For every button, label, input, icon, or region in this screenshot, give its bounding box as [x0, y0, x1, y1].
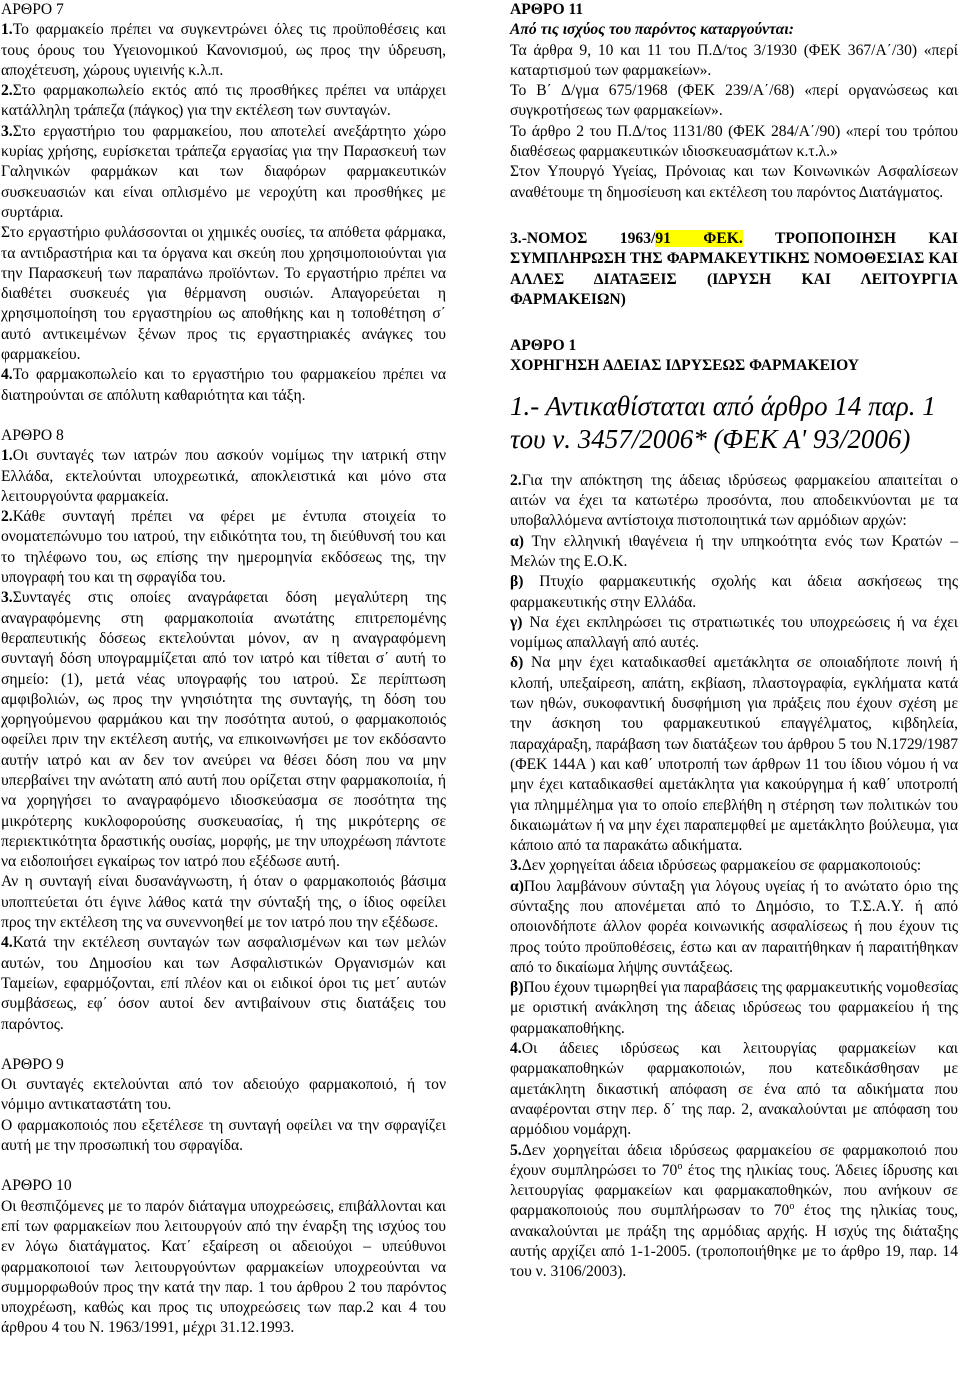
para-text: Κατά την εκτέλεση συνταγών των ασφαλισμένων και των μελών αυτών, του Δημοσίου και των Ασφαλιστικών Οργανισμών και Ταμείων, εφαρμόζονται, επί πλέον και οι ειδικοί όροι τις μετ΄ αυτών συμβάσεως, εφ΄ όσον αυτοί δεν αντιβαίνουν στις διατάξεις του παρόντος.: [1, 934, 446, 1033]
para-number: 2.: [1, 82, 13, 100]
law-title-rest: ΤΡΟΠΟΠΟΙΗΣΗ ΚΑΙ ΣΥΜΠΛΗΡΩΣΗ ΤΗΣ ΦΑΡΜΑΚΕΥΤΙΚΗΣ ΝΟΜΟΘΕΣΙΑΣ ΚΑΙ ΑΛΛΕΣ ΔΙΑΤΑΞΕΙΣ (ΙΔΡΥΣΗ ΚΑΙ ΛΕΙΤΟΥΡΓΙΑ ΦΑΡΜΑΚΕΙΩΝ): [510, 229, 958, 308]
article-1: [510, 336, 958, 1282]
article-11-subheading: Από τις ισχύος του παρόντος καταργούνται:: [510, 21, 794, 39]
article-8-para-3b: Αν η συνταγή είναι δυσανάγνωστη, ή όταν ο φαρμακοποιός βάσιμα υποπτεύεται ότι έγινε λάθος κατά την σύνταξή της, ο ίδιος οφείλει προς την εκτέλεση της να συνεννοηθεί με τον ιατρό που την εξέδωσε.: [1, 873, 446, 932]
item-label: β): [510, 979, 524, 997]
law-title: [510, 229, 958, 310]
article-11: [510, 0, 958, 203]
article-1-item-c: [510, 613, 958, 654]
article-1-subheading: ΧΟΡΗΓΗΣΗ ΑΔΕΙΑΣ ΙΔΡΥΣΕΩΣ ΦΑΡΜΑΚΕΙΟΥ: [510, 357, 860, 375]
article-11-para-3: Το άρθρο 2 του Π.Δ/τος 1131/80 (ΦΕΚ 284/Α΄/90) «περί του τρόπου διαθέσεως φαρμακευτικών ιδιοσκευασμάτων κ.τ.λ.»: [510, 122, 958, 161]
article-10-heading: ΑΡΘΡΟ 10: [1, 1177, 72, 1195]
item-text: Που έχουν τιμωρηθεί για παραβάσεις της φαρμακευτικής νομοθεσίας με οριστική ανάκληση της άδειας ιδρύσεως του φαρμακείου ή της φαρμακαποθήκης.: [510, 979, 958, 1037]
article-1-para-4: [510, 1039, 958, 1140]
article-7-para-4: [1, 365, 446, 406]
article-1-item-b: [510, 572, 958, 613]
para-text: Οι συνταγές των ιατρών που ασκούν νομίμως την ιατρική στην Ελλάδα, εκτελούνται υποχρεωτικά, αποκλειστικά και μόνο στα λειτουργούντα φαρμακεία.: [1, 447, 446, 505]
para-number: 3.: [1, 122, 13, 140]
item-text: Να έχει εκπληρώσει τις στρατιωτικές του υποχρεώσεις ή να έχει νομίμως απαλλαγή από αυτές.: [510, 613, 958, 652]
para-number: 4.: [510, 1040, 522, 1058]
para-number: 3.: [510, 857, 522, 875]
article-1-para-5: [510, 1141, 958, 1283]
para-text: Οι άδειες ιδρύσεως και λειτουργίας φαρμακείων και φαρμακαποθηκών φαρμακοποιών, που κατεδικάσθησαν με αμετάκλητη δικαστική απόφαση σε ένα από τα αδικήματα που αναφέρονται στην περ. δ΄ της παρ. 2, ανακαλούνται με απόφαση του αρμόδιου νομάρχη.: [510, 1040, 958, 1139]
article-11-para-2: Το Β΄ Δ/γμα 675/1968 (ΦΕΚ 239/Α΄/68) «περί οργανώσεως και συγκροτήσεως των φαρμακείων».: [510, 82, 958, 120]
article-7: [1, 0, 446, 406]
para-number: 4.: [1, 934, 13, 952]
article-1-para-2: [510, 471, 958, 532]
item-label: δ): [510, 654, 524, 672]
article-1-item-a: [510, 532, 958, 573]
article-9-para-2: Ο φαρμακοποιός που εξετέλεσε τη συνταγή οφείλει να την σφραγίζει αυτή με την προσωπική του σφραγίδα.: [1, 1116, 446, 1155]
item-text: Που λαμβάνουν σύνταξη για λόγους υγείας ή το ανώτατο όριο της σύνταξης που απονέμεται από το Δημόσιο, το Τ.Σ.Α.Υ. ή από οποιονδήποτε άλλον φορέα κοινωνικής ασφαλίσεως ή που έχουν τις προς τούτο προϋποθέσεις, έστω και αν παραιτήθηκαν ή παραιτήθηκαν από το δικαίωμα λήψης συντάξεως.: [510, 877, 958, 976]
para-number: 2.: [510, 471, 522, 489]
article-8-para-4: [1, 933, 446, 1034]
article-9-para-1: Οι συνταγές εκτελούνται από τον αδειούχο φαρμακοποιό, ή τον νόμιμο αντικαταστάτη του.: [1, 1076, 446, 1114]
article-8-para-2: [1, 507, 446, 588]
law-title-highlight: 91 ΦΕΚ.: [655, 229, 743, 247]
para-text: Κάθε συνταγή πρέπει να φέρει με έντυπα στοιχεία το ονοματεπώνυμο του ιατρού, την ειδικότητα του, τη διεύθυνσή του και το τηλέφωνο του, ως επίσης την ημερομηνία εκδόσεως της, την υπογραφή του και τη σφραγίδα του.: [1, 508, 446, 587]
article-1-replacement-note: 1.- Αντικαθίσταται από άρθρο 14 παρ. 1 του ν. 3457/2006* (ΦΕΚ Α' 93/2006): [510, 390, 936, 454]
item-label: α): [510, 532, 524, 550]
item-text: Να μην έχει καταδικασθεί αμετάκλητα σε οποιαδήποτε ποινή ή κλοπή, υπεξαίρεση, απάτη, εκβίαση, πλαστογραφία, εγκλήματα κατά των ηθών, συκοφαντική δυσφήμιση για πράξεις που έχουν σχέση με την άσκηση του φαρμακευτικού επαγγέλματος, κιβδηλεία, παραχάραξη, παράβαση των διατάξεων του άρθρου 5 του Ν.1729/1987 (ΦΕΚ 144Α ) και καθ΄ υποτροπή των άρθρων 11 του ίδιου νόμου ή να μην έχει καταδικασθεί αμετάκλητα για κακούργημα ή καθ΄ υποτροπή για πλημμέλημα για το οποίο επεβλήθη η στέρηση των πολιτικών του δικαιωμάτων ή να μην έχει παραπεμφθεί με αμετάκλητο βούλευμα, για κάποιο από τα παρακάτω αδικήματα.: [510, 654, 958, 855]
article-10: [1, 1176, 446, 1338]
article-7-para-2: [1, 81, 446, 122]
para-text: έτος της ηλικίας τους. Άδειες ίδρυσης και λειτουργίας φαρμακείων και φαρμακαποθηκών, που ανήκουν σε φαρμακοποιούς που συμπλήρωσαν το 70: [510, 1161, 958, 1220]
article-8: [1, 426, 446, 1035]
ordinal-superscript: ο: [789, 1201, 795, 1213]
para-number: 3.: [1, 589, 13, 607]
para-text: έτος της ηλικίας τους, ανακαλούνται με πράξη της αρμόδιας αρχής. Η ισχύς της διάταξης αυτής αρχίζει από 1-1-2005. (τροποποιήθηκε με το άρθρο 19, παρ. 14 του ν. 3106/2003).: [510, 1202, 958, 1281]
item-label: β): [510, 573, 524, 591]
para-text: Στο εργαστήριο του φαρμακείου, που αποτελεί ανεξάρτητο χώρο κυρίας χρήσης, ευρίσκεται τράπεζα εργασίας για την Παρασκευή των Γαληνικών φαρμάκων και των διαφόρων φαρμακευτικών συσκευασιών και είναι οπλισμένο με νεροχύτη και προσθήκες με συρτάρια.: [1, 122, 446, 221]
para-text: Το φαρμακοπωλείο και το εργαστήριο του φαρμακείου πρέπει να διατηρούνται σε απόλυτη καθαριότητα και τάξη.: [1, 366, 446, 404]
article-8-heading: ΑΡΘΡΟ 8: [1, 426, 64, 444]
item-text: Πτυχίο φαρμακευτικής σχολής και άδεια ασκήσεως της φαρμακευτικής στην Ελλάδα.: [510, 573, 958, 611]
law-1963-title: [510, 229, 958, 310]
article-11-para-4: Στον Υπουργό Υγείας, Πρόνοιας και των Κοινωνικών Ασφαλίσεων αναθέτουμε τη δημοσίευση και εκτέλεση του παρόντος Διατάγματος.: [510, 163, 958, 201]
item-label: α): [510, 877, 524, 895]
article-1-heading: ΑΡΘΡΟ 1: [510, 337, 577, 355]
article-11-heading: ΑΡΘΡΟ 11: [510, 1, 584, 18]
article-11-para-1: Τα άρθρα 9, 10 και 11 του Π.Δ/τος 3/1930 (ΦΕΚ 367/Α΄/30) «περί καταρτισμού των φαρμακείων».: [510, 41, 958, 79]
article-9-heading: ΑΡΘΡΟ 9: [1, 1055, 64, 1073]
article-7-para-1: [1, 20, 446, 81]
para-number: 1.: [1, 21, 13, 39]
item-text: Την ελληνική ιθαγένεια ή την υπηκοότητα ενός των Κρατών – Μελών της Ε.Ο.Κ.: [510, 532, 958, 570]
para-text: Δεν χορηγείται άδεια ιδρύσεως φαρμακείου σε φαρμακοποιό που έχουν συμπληρώσει το 70: [510, 1141, 958, 1179]
para-text: Στο φαρμακοπωλείο εκτός από τις προσθήκες πρέπει να υπάρχει κατάλληλη τράπεζα (πάγκος) για την εκτέλεση των συνταγών.: [1, 82, 446, 120]
para-text: Συνταγές στις οποίες αναγράφεται δόση μεγαλύτερη της αναγραφόμενης στη φαρμακοποιία ανωτάτης επιτρεπομένης θεραπευτικής δόσεως εκτελούνται μόνον, αν η αναγραφόμενη συνταγή δόση υπογραμμίζεται από τον ιατρό και τίθεται σ΄ αυτή το σημείο: (1), μετά νέας υπογραφής του ιατρού. Σε περίπτωση αμφιβολιών, ως προς την γνησιότητα της συνταγής, τη δόση του χορηγούμενου φαρμάκου και την ποσότητα αυτού, ο φαρμακοποιός οφείλει πριν την εκτέλεση αυτής, να επικοινωνήσει με τον εκδόσαντο αυτήν ιατρό και αν δεν τον ανεύρει να θέσει δόση που να μην υπερβαίνει την ανώτατη από αυτή που ορίζεται στην φαρμακοποιία, ή να χορηγήσει το αναγραφόμενο ιδιοσκεύασμα σε ποσότητα της μικρότερης κυκλοφορούσης συσκευασίας, ή της μικρότερης σε περιεκτικότητα δραστικής ουσίας, μορφής, με την υποχρέωση πάντοτε να ειδοποιήσει εγκαίρως τον ιατρό που εξέδωσε αυτή.: [1, 589, 446, 871]
para-text: Το φαρμακείο πρέπει να συγκεντρώνει όλες τις προϋποθέσεις και τους όρους του Υγειονομικού Κανονισμού, ως προς την ύδρευση, αποχέτευση, χώρους υγιεινής κ.λ.π.: [1, 21, 446, 79]
article-8-para-1: [1, 446, 446, 507]
ordinal-superscript: ο: [677, 1160, 683, 1172]
para-number: 5.: [510, 1141, 522, 1159]
para-text: Δεν χορηγείται άδεια ιδρύσεως φαρμακείου σε φαρμακοποιούς:: [521, 857, 922, 875]
article-7-para-3b: Στο εργαστήριο φυλάσσονται οι χημικές ουσίες, τα απόθετα φάρμακα, τα αντιδραστήρια και τα όργανα και σκεύη που χρησιμοποιούνται για την Παρασκευή των παραπάνω προϊόντων. Το εργαστήριο πρέπει να διαθέτει συσκευές για θέρμανση ουσιών. Απαγορεύεται η χρησιμοποίηση του εργαστηρίου ως αποθήκης και η τοποθέτηση σ΄ αυτό αντικειμένων ξένων προς τις εργαστηριακές ανάγκες του φαρμακείου.: [1, 224, 446, 364]
law-title-prefix: 3.-ΝΟΜΟΣ 1963/: [510, 229, 656, 247]
article-1-item-d: [510, 653, 958, 856]
article-7-heading: ΑΡΘΡΟ 7: [1, 1, 64, 18]
para-text: Για την απόκτηση της άδειας ιδρύσεως φαρμακείου απαιτείται ο αιτών να έχει τα κατωτέρω προσόντα, που αποδεικνύονται με τα υποβαλλόμενα αντίστοιχα πιστοποιητικά των αρμόδιων αρχών:: [510, 471, 958, 530]
article-1-para-3b: [510, 978, 958, 1039]
article-8-para-3: [1, 588, 446, 872]
article-7-para-3: [1, 122, 446, 223]
para-number: 1.: [1, 447, 13, 465]
para-number: 4.: [1, 366, 13, 384]
article-1-para-3: [510, 856, 958, 876]
para-number: 2.: [1, 508, 13, 526]
item-label: γ): [510, 613, 523, 631]
article-10-para-1: Οι θεσπιζόμενες με το παρόν διάταγμα υποχρεώσεις, επιβάλλονται και επί των φαρμακείων που λειτουργούν από την έναρξη της ισχύος του εν λόγω διατάγματος. Κατ΄ εξαίρεση οι αδειούχοι – υπεύθυνοι φαρμακοποιοί των λειτουργούντων φαρμακείων υποχρεούνται να συμμορφωθούν προς την κατά την παρ. 1 του άρθρου 2 του παρόντος υποχρέωση, καθώς και προς τις υποχρεώσεις των παρ.2 και 4 του άρθρου 4 του Ν. 1963/1991, μέχρι 31.12.1993.: [1, 1197, 446, 1337]
left-column: [1, 0, 446, 1339]
right-column: [510, 0, 958, 1283]
article-1-para-3a: [510, 877, 958, 978]
article-9: [1, 1055, 446, 1156]
